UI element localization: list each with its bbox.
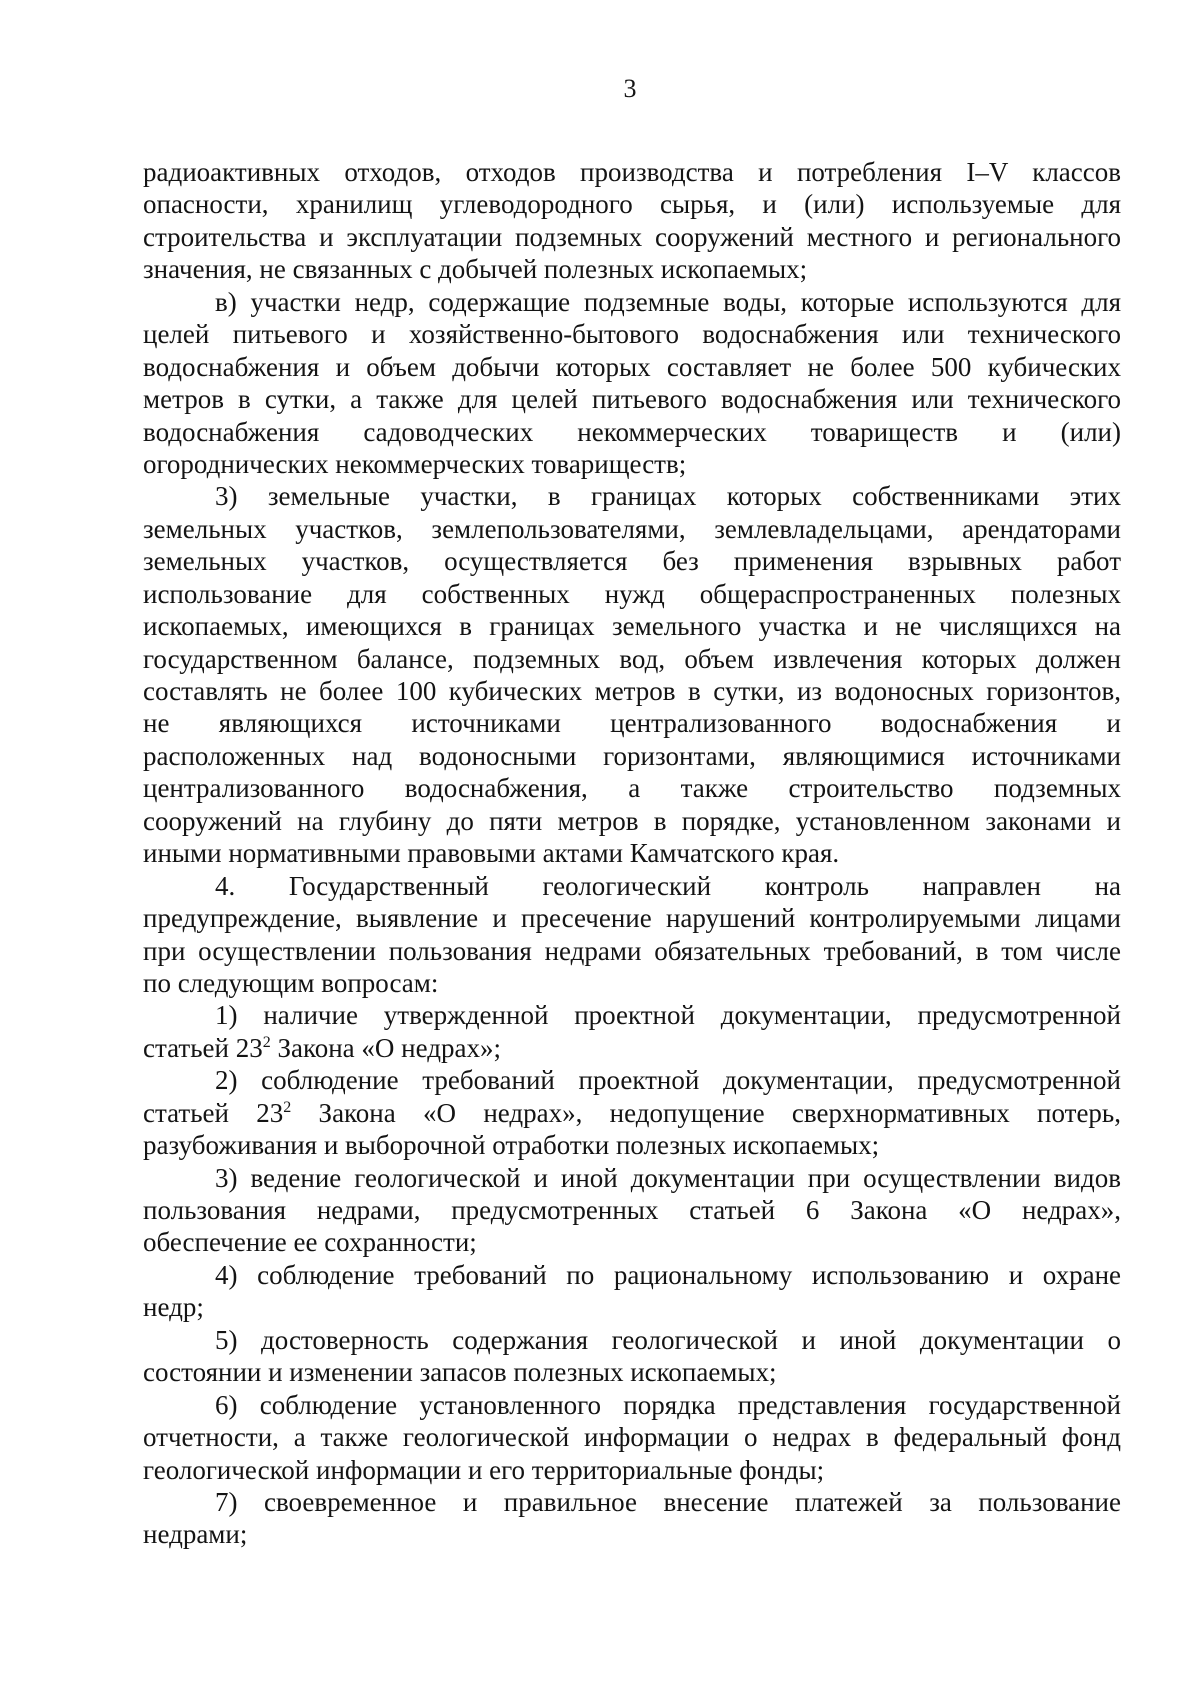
paragraph-item-5	[143, 1324, 1121, 1389]
paragraph-item-6	[143, 1389, 1121, 1486]
paragraph-item-v	[143, 286, 1121, 481]
text-line: статьей $23^2$ Закона «О недрах», недопущение сверхнормативных потерь,	[143, 1097, 1121, 1128]
text-line: целей питьевого и хозяйственно-бытового водоснабжения или технического	[143, 319, 1121, 350]
text-line: статьей $23^2$ Закона «О недрах»;	[143, 1032, 501, 1063]
text-line: значения, не связанных с добычей полезных ископаемых;	[143, 254, 808, 285]
text-line: водоснабжения садоводческих некоммерческих товариществ и (или)	[143, 416, 1121, 447]
text-line: сооружений на глубину до пяти метров в порядке, установленном законами и	[143, 805, 1121, 836]
text-line: централизованного водоснабжения, а также строительство подземных	[143, 773, 1121, 804]
text-line: 6) соблюдение установленного порядка представления государственной	[215, 1389, 1121, 1420]
text-line: 7) своевременное и правильное внесение платежей за пользование	[215, 1486, 1121, 1517]
text-line: водоснабжения и объем добычи которых составляет не более 500 кубических	[143, 351, 1121, 382]
paragraph-item-1	[143, 999, 1121, 1064]
text-line: недр;	[143, 1292, 204, 1323]
text-line: отчетности, а также геологической информации о недрах в федеральный фонд	[143, 1422, 1121, 1453]
text-line: иными нормативными правовыми актами Камчатского края.	[143, 838, 840, 869]
text-line: огороднических некоммерческих товариществ;	[143, 448, 687, 479]
text-line: расположенных над водоносными горизонтами, являющимися источниками	[143, 740, 1121, 771]
text-line: 5) достоверность содержания геологической и иной документации о	[215, 1324, 1121, 1355]
text-line: 1) наличие утвержденной проектной документации, предусмотренной	[215, 1000, 1121, 1031]
text-line: 3) земельные участки, в границах которых собственниками этих	[215, 481, 1121, 512]
text-line: использование для собственных нужд общераспространенных полезных	[143, 578, 1121, 609]
text-line: 4) соблюдение требований по рациональному использованию и охране	[215, 1259, 1121, 1290]
text-line: не являющихся источниками централизованного водоснабжения и	[143, 708, 1121, 739]
text-line: при осуществлении пользования недрами обязательных требований, в том числе	[143, 935, 1121, 966]
text-line: земельных участков, землепользователями, землевладельцами, арендаторами	[143, 513, 1121, 544]
superscript-2: 2	[262, 1033, 271, 1051]
text-line: опасности, хранилищ углеводородного сырья, и (или) используемые для	[143, 189, 1121, 220]
page-number: 3	[623, 74, 637, 103]
paragraph-continuation	[143, 156, 1121, 286]
paragraph-item-4	[143, 1259, 1121, 1324]
text-line: 4. Государственный геологический контроль направлен на	[215, 870, 1121, 901]
text-line: обеспечение ее сохранности;	[143, 1227, 477, 1258]
text-line: состоянии и изменении запасов полезных ископаемых;	[143, 1357, 777, 1388]
text-line: предупреждение, выявление и пресечение нарушений контролируемыми лицами	[143, 903, 1121, 934]
paragraph-item-3-documentation	[143, 1162, 1121, 1259]
text-line: 2) соблюдение требований проектной документации, предусмотренной	[215, 1065, 1121, 1096]
text-line: по следующим вопросам:	[143, 967, 439, 998]
text-line: разубоживания и выборочной отработки полезных ископаемых;	[143, 1130, 880, 1161]
text-line: недрами;	[143, 1519, 248, 1550]
document-body	[143, 156, 1121, 1551]
text-line: пользования недрами, предусмотренных статьей 6 Закона «О недрах»,	[143, 1195, 1121, 1225]
paragraph-item-7	[143, 1486, 1121, 1551]
text-line: государственном балансе, подземных вод, объем извлечения которых должен	[143, 643, 1121, 674]
superscript-2: 2	[283, 1098, 292, 1116]
text-line: метров в сутки, а также для целей питьевого водоснабжения или технического	[143, 384, 1121, 415]
text-line: составлять не более 100 кубических метров в сутки, из водоносных горизонтов,	[143, 676, 1121, 706]
text-line: ископаемых, имеющихся в границах земельного участка и не числящихся на	[143, 611, 1121, 642]
text-line: геологической информации и его территориальные фонды;	[143, 1454, 825, 1485]
paragraph-item-2	[143, 1064, 1121, 1161]
text-line: 3) ведение геологической и иной документации при осуществлении видов	[215, 1162, 1121, 1193]
text-line: радиоактивных отходов, отходов производства и потребления I–V классов	[143, 157, 1121, 187]
paragraph-section-4	[143, 870, 1121, 1000]
text-line: в) участки недр, содержащие подземные воды, которые используются для	[215, 286, 1121, 317]
paragraph-item-3-land-plots	[143, 480, 1121, 869]
text-line: земельных участков, осуществляется без применения взрывных работ	[143, 546, 1121, 577]
text-line: строительства и эксплуатации подземных сооружений местного и регионального	[143, 221, 1121, 252]
